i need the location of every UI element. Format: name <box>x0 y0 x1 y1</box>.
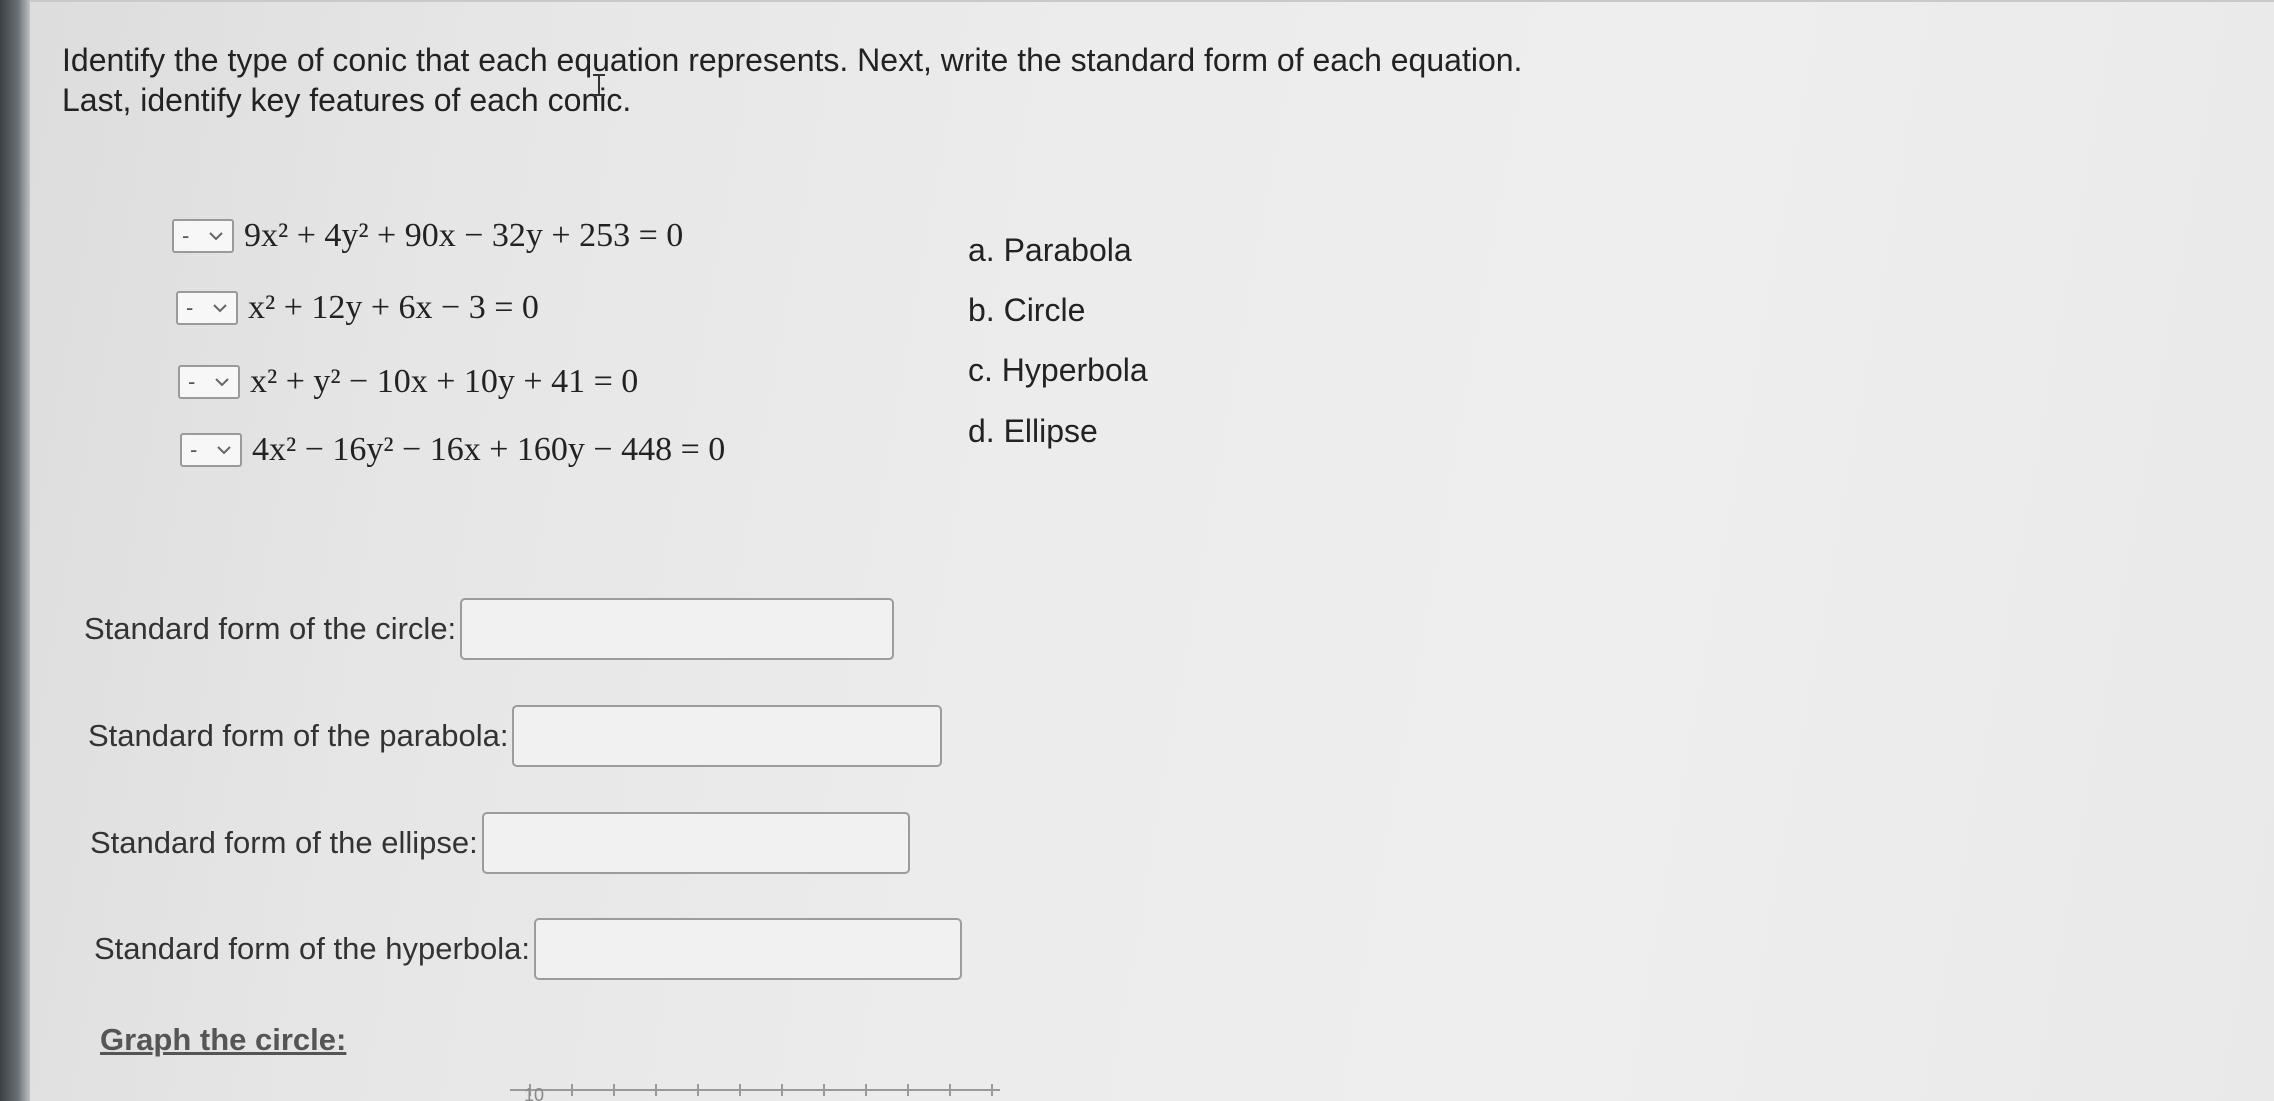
equation-3: x² + y² − 10x + 10y + 41 = 0 <box>250 363 639 400</box>
equation-4: 4x² − 16y² − 16x + 160y − 448 = 0 <box>252 431 726 468</box>
option-hyperbola: c. Hyperbola <box>968 352 1148 388</box>
option-circle: b. Circle <box>968 292 1086 328</box>
option-parabola: a. Parabola <box>968 232 1132 268</box>
equation-1: 9x² + 4y² + 90x − 32y + 253 = 0 <box>244 217 684 254</box>
graph-axis-top <box>510 1078 1010 1101</box>
hyperbola-standard-form-row <box>94 918 962 980</box>
instructions <box>62 40 1762 120</box>
text-cursor-icon <box>590 74 608 96</box>
conic-type-select-4[interactable]: - <box>180 433 242 467</box>
parabola-standard-form-label: Standard form of the parabola: <box>88 718 509 753</box>
equation-row-3 <box>178 352 638 412</box>
equation-row-4 <box>180 420 725 480</box>
equation-2: x² + 12y + 6x − 3 = 0 <box>248 289 539 326</box>
equation-row-2 <box>176 278 539 338</box>
ellipse-standard-form-label: Standard form of the ellipse: <box>90 825 478 860</box>
circle-standard-form-label: Standard form of the circle: <box>84 611 457 646</box>
page-top-border <box>30 0 2274 2</box>
instructions-line-2: Last, identify key features of each conic. <box>62 82 632 118</box>
graph-circle-heading: Graph the circle: <box>100 1022 347 1057</box>
option-ellipse: d. Ellipse <box>968 413 1098 449</box>
circle-standard-form-input[interactable] <box>460 598 894 660</box>
instructions-line-1: Identify the type of conic that each equation represents. Next, write the standard form of each equation. <box>62 42 1523 78</box>
parabola-standard-form-row <box>88 705 942 767</box>
parabola-standard-form-input[interactable] <box>512 705 942 767</box>
conic-type-select-1[interactable]: - <box>172 219 234 253</box>
chevron-down-icon <box>216 442 232 458</box>
screen-bezel <box>0 0 30 1101</box>
equation-row-1 <box>172 206 683 266</box>
chevron-down-icon <box>208 228 224 244</box>
chevron-down-icon <box>212 300 228 316</box>
graph-tick-label-top: 10 <box>524 1085 545 1101</box>
conic-type-select-2[interactable]: - <box>176 291 238 325</box>
ellipse-standard-form-row <box>90 812 910 874</box>
ellipse-standard-form-input[interactable] <box>482 812 910 874</box>
circle-standard-form-row <box>84 598 894 660</box>
hyperbola-standard-form-input[interactable] <box>534 918 962 980</box>
conic-type-select-3[interactable]: - <box>178 365 240 399</box>
chevron-down-icon <box>214 374 230 390</box>
hyperbola-standard-form-label: Standard form of the hyperbola: <box>94 931 530 966</box>
